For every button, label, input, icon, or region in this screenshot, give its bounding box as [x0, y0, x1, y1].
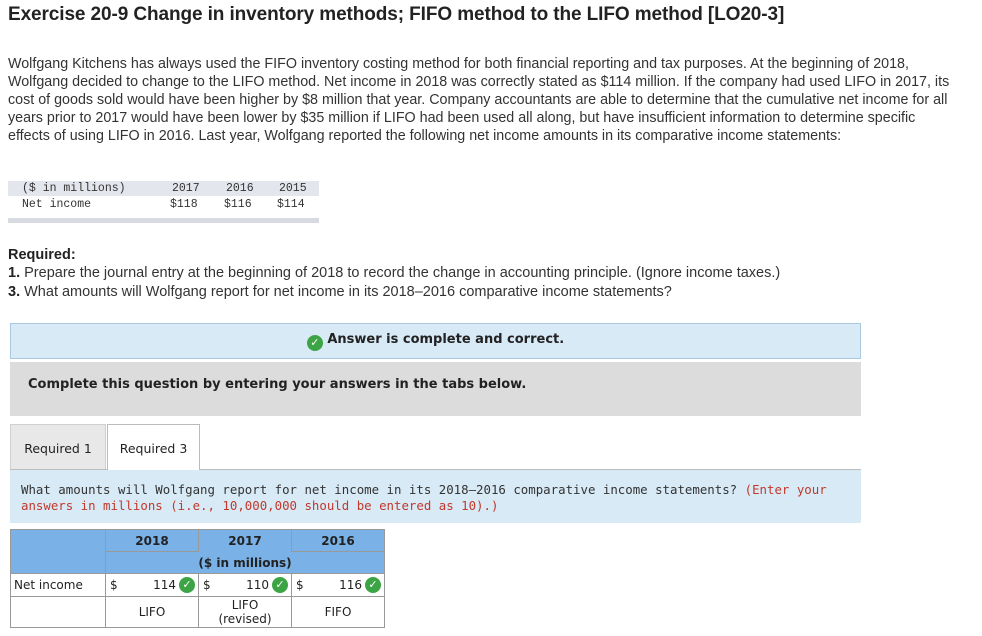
mini-value-2016: $116 — [224, 198, 252, 211]
net-income-2018-input[interactable]: 114 — [153, 578, 176, 592]
answer-cell-2017[interactable] — [199, 574, 292, 597]
check-circle-icon: ✓ — [272, 577, 288, 593]
col-header-2016: 2016 — [292, 530, 385, 552]
problem-text: Wolfgang Kitchens has always used the FIFO inventory costing method for both financial reporting and tax purposes. At the beginning of 2018, Wolfgang decided to change to the LIFO method. Net income in 2018 was correctly stated as $114 million. If the company had used LIFO in 2017, its cost of goods sold would have been higher by $8 million that year. Company accountants are able to determine that the cumulative net income for all years prior to 2017 would have been lower by $35 million if LIFO had been used all along, but have insufficient information to determine specific effects of using LIFO in 2016. Last year, Wolfgang reported the following net income amounts in its comparative income statements: — [8, 56, 950, 144]
required-item-1 — [8, 265, 780, 281]
instruction-text: Complete this question by entering your answers in the tabs below. — [28, 377, 527, 392]
required-item-3-text: What amounts will Wolfgang report for net income in its 2018–2016 comparative income statements? — [24, 284, 672, 300]
answer-cell-2018[interactable] — [106, 574, 199, 597]
mini-year-2017: 2017 — [172, 182, 200, 195]
exercise-title: Exercise 20-9 Change in inventory methods; FIFO method to the LIFO method [LO20-3] — [8, 4, 785, 25]
currency-symbol: $ — [296, 578, 304, 592]
tab-required-3-label: Required 3 — [119, 441, 188, 456]
currency-symbol: $ — [110, 578, 118, 592]
prior-net-income-table — [8, 181, 319, 223]
check-circle-icon: ✓ — [307, 335, 323, 351]
currency-symbol: $ — [203, 578, 211, 592]
method-2017-note: (revised) — [218, 612, 272, 626]
method-row-label — [11, 597, 106, 628]
check-circle-icon: ✓ — [365, 577, 381, 593]
col-header-2017: 2017 — [199, 530, 292, 552]
mini-table-footer-band — [8, 218, 319, 223]
question-prompt: What amounts will Wolfgang report for net income in its 2018–2016 comparative income statements? — [21, 482, 738, 497]
net-income-2016-input[interactable]: 116 — [339, 578, 362, 592]
net-income-answer-table — [10, 529, 385, 628]
method-2018: LIFO — [106, 597, 199, 628]
question-hint: (Enter your answers in millions (i.e., 10,000,000 should be entered as 10).) — [21, 482, 827, 513]
question-panel — [10, 470, 861, 523]
answer-row-label: Net income — [11, 574, 106, 597]
mini-year-2016: 2016 — [226, 182, 254, 195]
tab-required-3[interactable] — [107, 424, 200, 471]
required-item-1-text: Prepare the journal entry at the beginning of 2018 to record the change in accounting principle. (Ignore income taxes.) — [24, 265, 781, 281]
mini-unit-label: ($ in millions) — [22, 182, 126, 195]
mini-value-2017: $118 — [170, 198, 198, 211]
required-item-3-number: 3. — [8, 284, 21, 300]
tab-required-1-label: Required 1 — [24, 441, 92, 456]
check-circle-icon: ✓ — [179, 577, 195, 593]
answer-table-corner — [11, 530, 106, 574]
instruction-panel — [10, 362, 861, 416]
tab-required-1[interactable] — [10, 424, 106, 470]
required-item-3 — [8, 284, 672, 300]
mini-year-2015: 2015 — [279, 182, 307, 195]
mini-value-2015: $114 — [277, 198, 305, 211]
answer-status-text: Answer is complete and correct. — [327, 332, 565, 347]
mini-row-label: Net income — [22, 198, 92, 211]
required-item-1-number: 1. — [8, 265, 21, 281]
unit-header: ($ in millions) — [106, 552, 385, 574]
required-heading: Required: — [8, 247, 76, 263]
answer-status-banner — [10, 323, 861, 359]
net-income-2017-input[interactable]: 110 — [246, 578, 269, 592]
question-text — [21, 482, 851, 514]
method-2017-name: LIFO — [231, 598, 259, 612]
col-header-2018: 2018 — [106, 530, 199, 552]
method-2017 — [199, 597, 292, 628]
method-2016: FIFO — [292, 597, 385, 628]
answer-cell-2016[interactable] — [292, 574, 385, 597]
